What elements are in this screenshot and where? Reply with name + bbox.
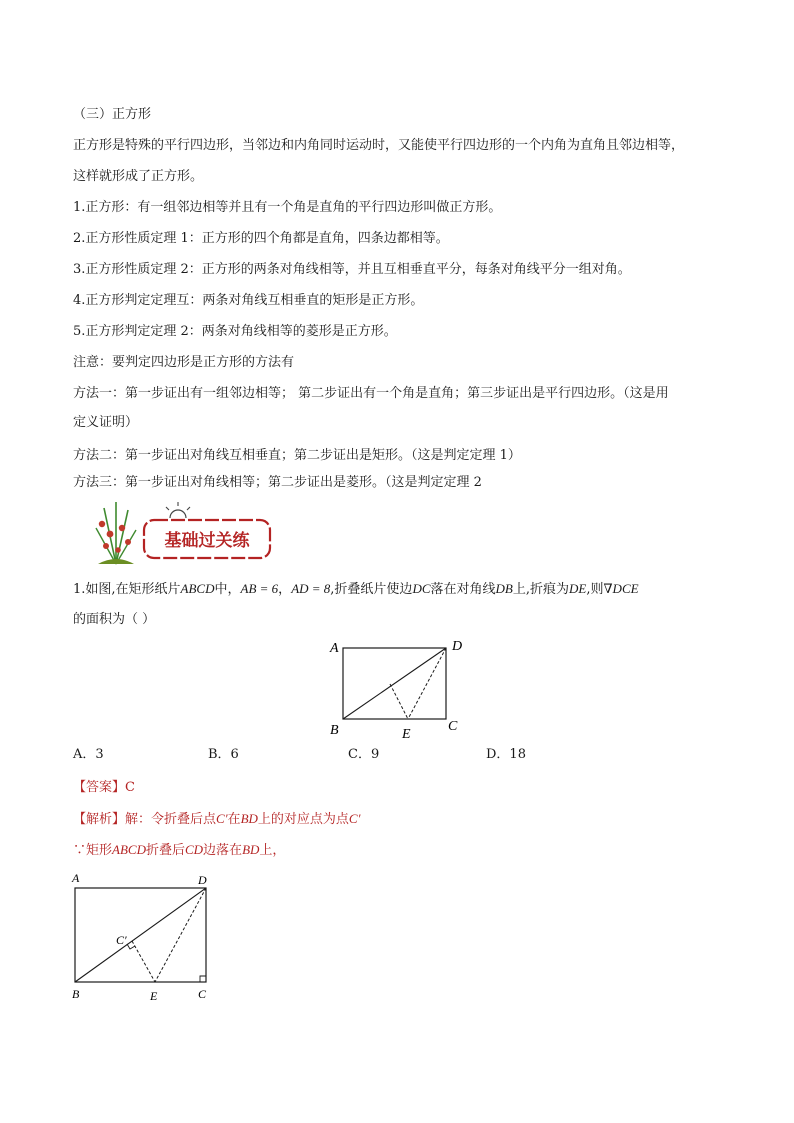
method-2-line: 方法二：第一步证出对角线互相垂直；第二步证出是矩形。（这是判定定理 1） <box>73 448 521 463</box>
basic-practice-badge <box>88 494 278 566</box>
point-3: 3.正方形性质定理 2：正方形的两条对角线相等，并且互相垂直平分，每条对角线平分一组对角。 <box>73 262 631 277</box>
answer-line <box>73 779 135 797</box>
label-d: D <box>452 639 463 654</box>
option-d: D．18 <box>486 747 526 762</box>
badge-label: 基础过关练 <box>164 531 250 551</box>
label-b: B <box>72 987 80 1001</box>
label-e: E <box>150 989 158 1003</box>
section-heading: （三）正方形 <box>73 107 152 122</box>
option-b: B．6 <box>208 747 239 762</box>
answer-tag: 【答案】 <box>73 780 126 795</box>
label-c: C <box>448 719 458 734</box>
analysis-tag: 【解析】 <box>73 812 126 827</box>
sun-icon <box>166 502 190 518</box>
label-c: C <box>198 987 207 1001</box>
label-a: A <box>72 871 80 885</box>
question-figure <box>326 636 476 746</box>
because-line: ∵矩形ABCD折叠后CD边落在BD上， <box>73 842 286 858</box>
point-4: 4.正方形判定定理互：两条对角线互相垂直的矩形是正方形。 <box>73 293 424 308</box>
label-b: B <box>330 723 339 738</box>
option-a: A．3 <box>73 747 104 762</box>
label-e: E <box>402 727 411 742</box>
note-line: 注意：要判定四边形是正方形的方法有 <box>73 355 295 370</box>
method-1-line-1: 方法一：第一步证出有一组邻边相等； 第二步证出有一个角是直角；第三步证出是平行四边形。（这是用 <box>73 386 669 401</box>
method-1-line-2: 定义证明） <box>73 415 139 430</box>
flower-icon <box>96 502 136 564</box>
point-1: 1.正方形：有一组邻边相等并且有一个角是直角的平行四边形叫做正方形。 <box>73 200 502 215</box>
option-c: C．9 <box>348 747 380 762</box>
answer-value: C <box>125 780 135 795</box>
label-c-prime: C′ <box>116 933 127 947</box>
question-stem-line-2: 的面积为（ ） <box>73 612 156 627</box>
question-stem-line-1: 1.如图,在矩形纸片ABCD中，AB = 6，AD = 8,折叠纸片使边DC落在对角线DB上,折痕为DE,则∇DCE <box>73 581 639 597</box>
label-d: D <box>198 873 207 887</box>
method-3-line: 方法三：第一步证出对角线相等；第二步证出是菱形。（这是判定定理 2 <box>73 475 482 490</box>
intro-line-1: 正方形是特殊的平行四边形，当邻边和内角同时运动时，又能使平行四边形的一个内角为直角且邻边相等， <box>73 138 685 153</box>
intro-line-2: 这样就形成了正方形。 <box>73 169 204 184</box>
solution-figure <box>66 868 226 1008</box>
point-5: 5.正方形判定定理 2：两条对角线相等的菱形是正方形。 <box>73 324 397 339</box>
label-a: A <box>330 641 339 656</box>
analysis-line: 【解析】解：令折叠后点C′在BD上的对应点为点C′ <box>73 811 361 827</box>
point-2: 2.正方形性质定理 1：正方形的四个角都是直角，四条边都相等。 <box>73 231 449 246</box>
